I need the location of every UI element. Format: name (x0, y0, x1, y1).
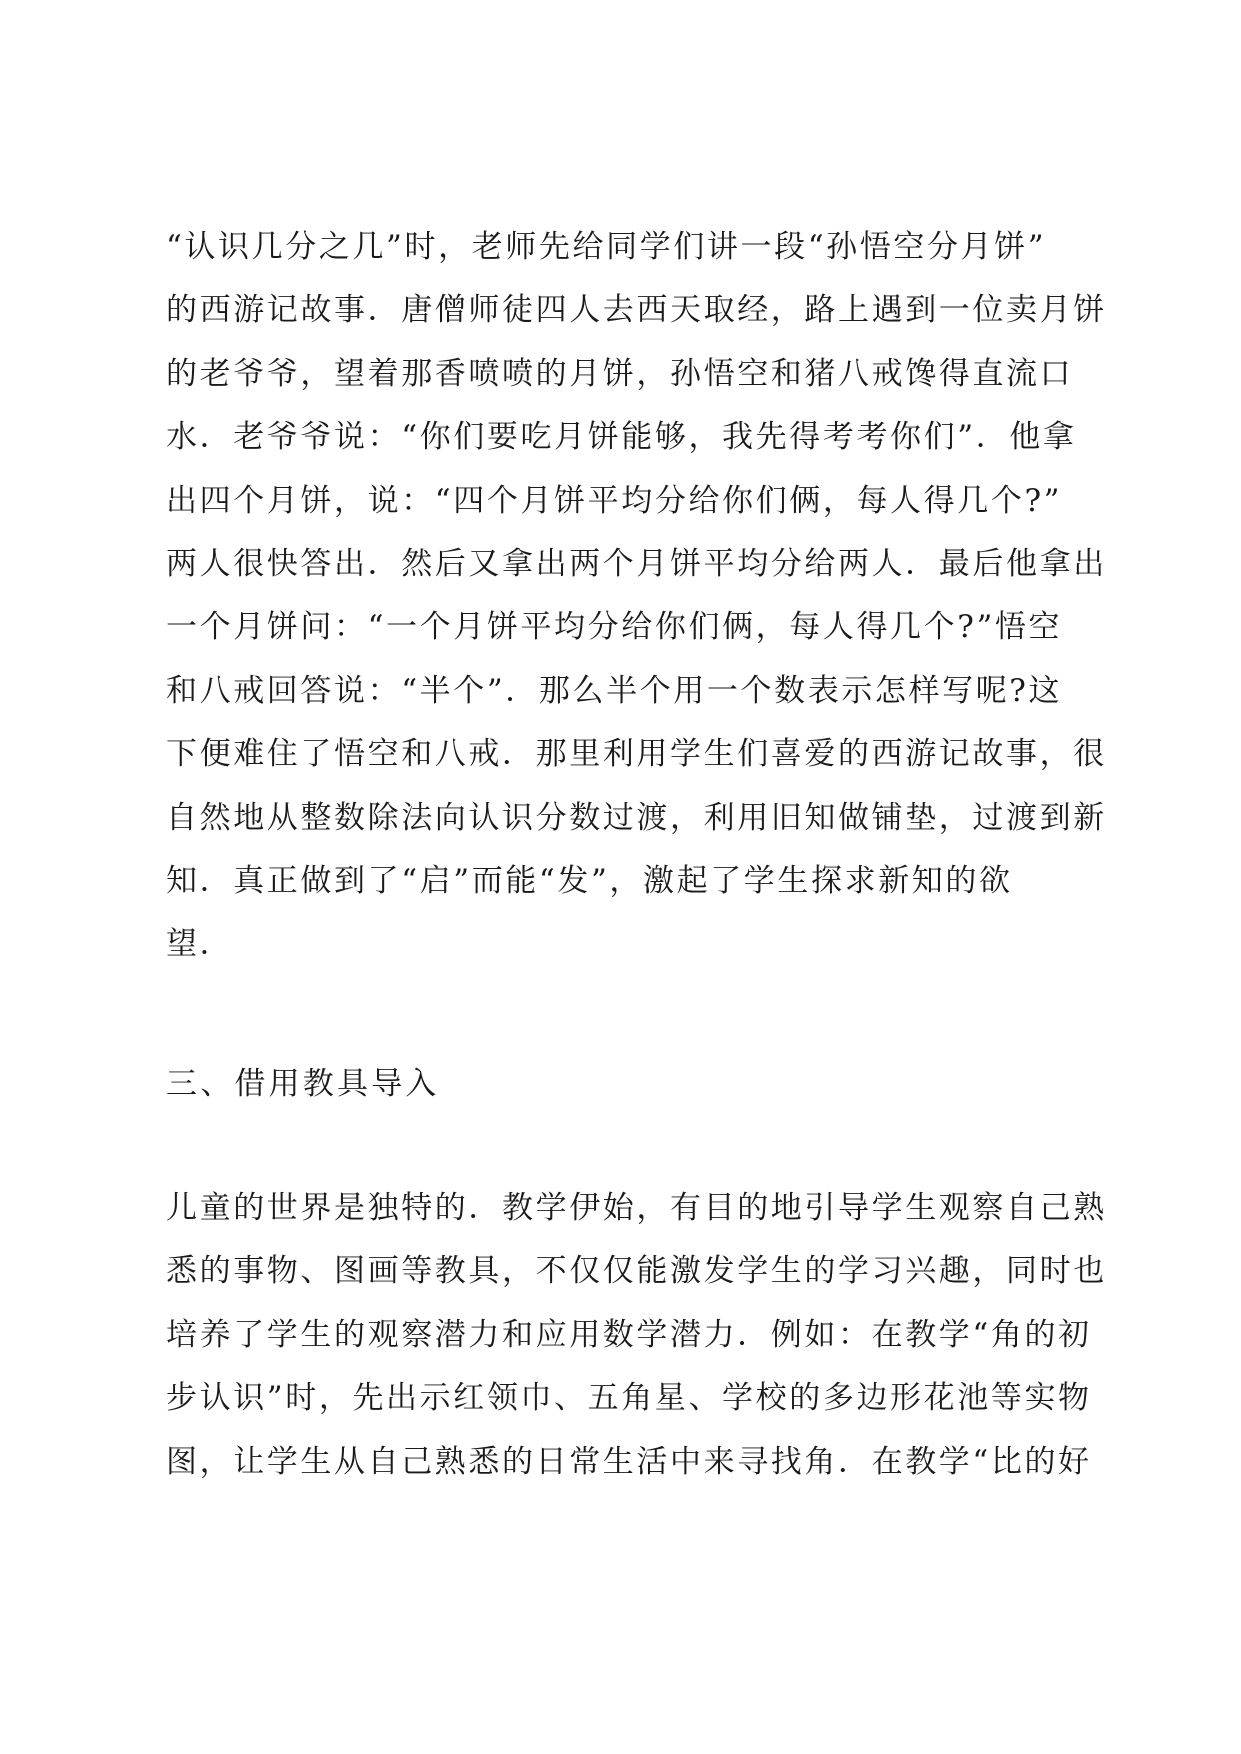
paragraph-line: 下便难住了悟空和八戒．那里利用学生们喜爱的西游记故事，很 (166, 736, 1107, 773)
paragraph-line: 出四个月饼，说：“四个月饼平均分给你们俩，每人得几个?” (166, 482, 1063, 519)
paragraph-line: 儿童的世界是独特的．教学伊始，有目的地引导学生观察自己熟 (166, 1190, 1107, 1226)
section-heading: 三、借用教具导入 (166, 1066, 440, 1102)
paragraph-line: 悉的事物、图画等教具，不仅仅能激发学生的学习兴趣，同时也 (166, 1253, 1107, 1290)
paragraph-line: 步认识”时，先出示红领巾、五角星、学校的多边形花池等实物 (166, 1380, 1092, 1417)
paragraph-line: 和八戒回答说：“半个”．那么半个用一个数表示怎样写呢?这 (166, 672, 1063, 709)
paragraph-line: 两人很快答出．然后又拿出两个月饼平均分给两人．最后他拿出 (166, 546, 1107, 582)
paragraph-line: 自然地从整数除法向认识分数过渡，利用旧知做铺垫，过渡到新 (166, 799, 1107, 836)
paragraph-line: “认识几分之几”时，老师先给同学们讲一段“孙悟空分月饼” (166, 229, 1047, 265)
paragraph-line: 水．老爷爷说：“你们要吃月饼能够，我先得考考你们”．他拿 (166, 419, 1077, 456)
paragraph-line: 图，让学生从自己熟悉的日常生活中来寻找角．在教学“比的好 (166, 1443, 1092, 1480)
paragraph-line: 的老爷爷，望着那香喷喷的月饼，孙悟空和猪八戒馋得直流口 (166, 355, 1074, 392)
paragraph-line: 一个月饼问：“一个月饼平均分给你们俩，每人得几个?”悟空 (166, 609, 1063, 646)
paragraph-line: 知．真正做到了“启”而能“发”，激起了学生探求新知的欲 (166, 863, 1013, 899)
paragraph-line: 培养了学生的观察潜力和应用数学潜力．例如：在教学“角的初 (166, 1316, 1092, 1353)
paragraph-line: 的西游记故事．唐僧师徒四人去西天取经，路上遇到一位卖月饼 (166, 292, 1107, 329)
paragraph-line: 望． (166, 926, 234, 963)
